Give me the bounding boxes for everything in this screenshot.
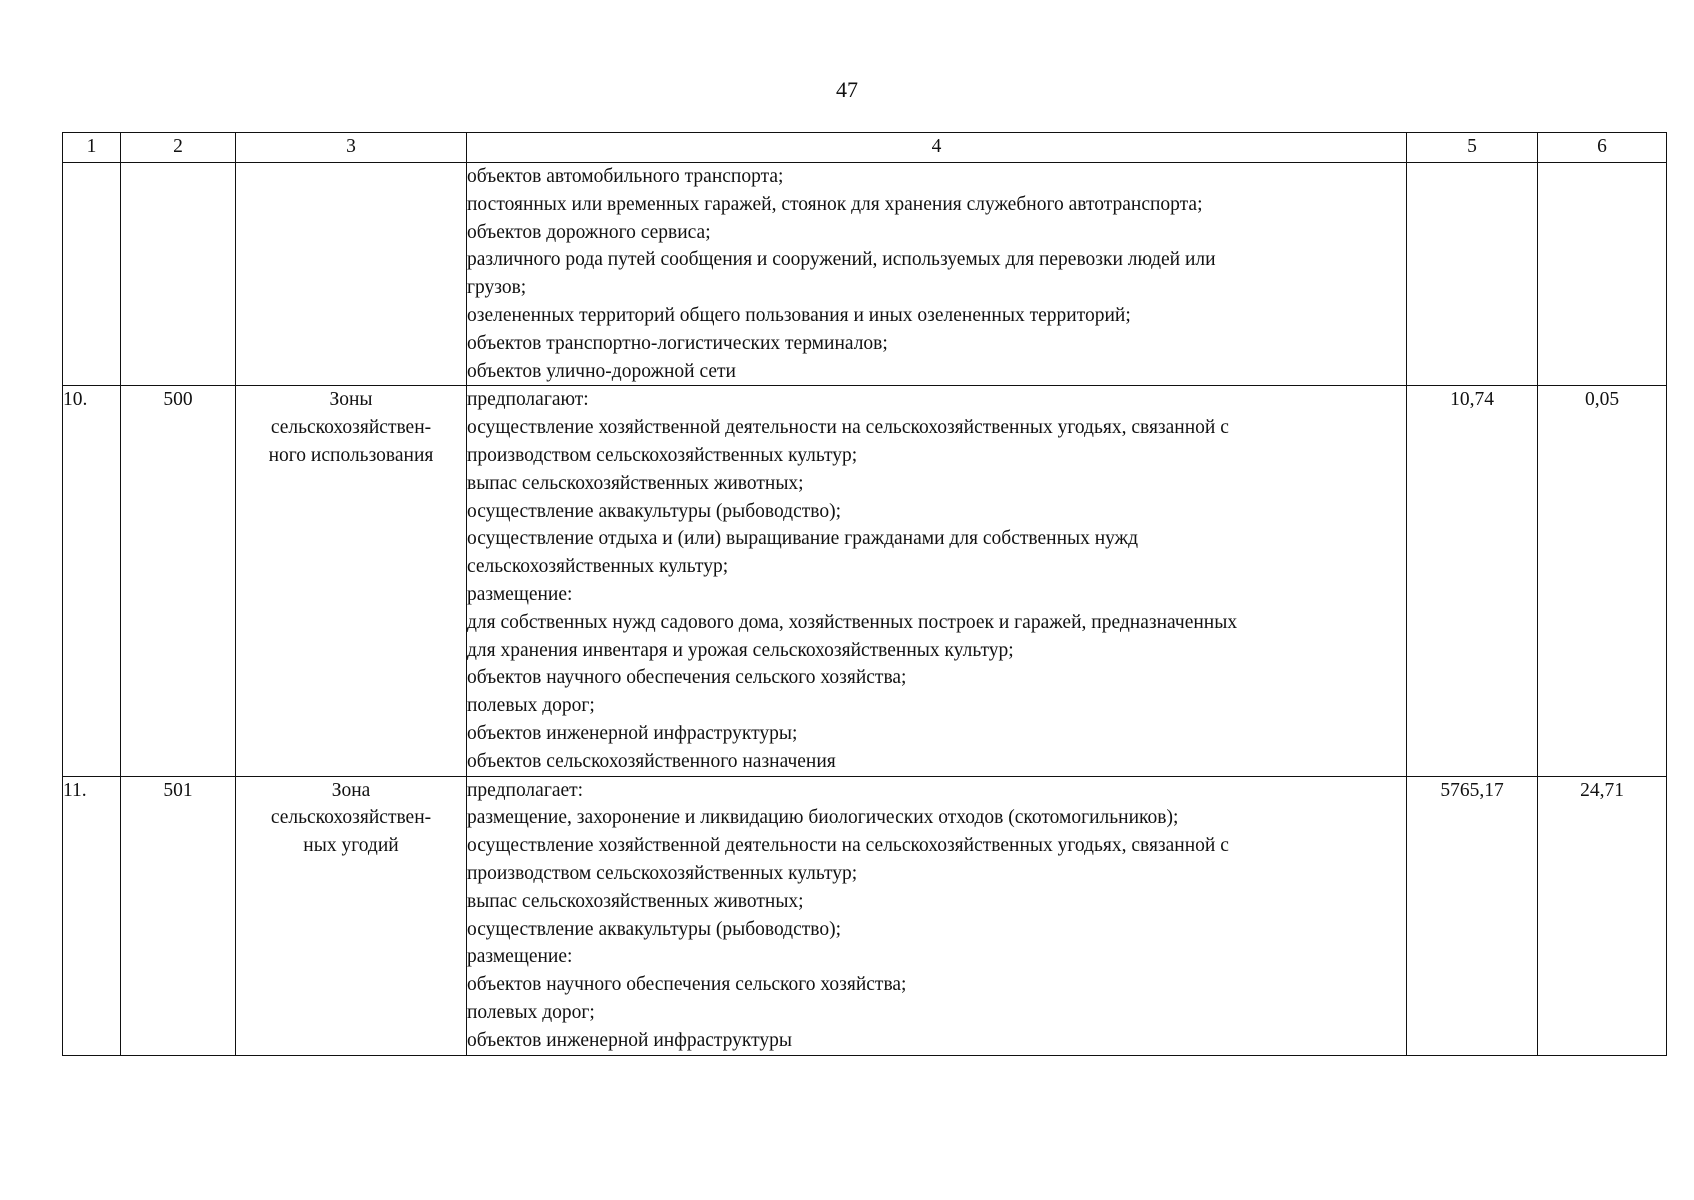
description-line: озелененных территорий общего пользования и иных озелененных территорий; [467,304,1131,326]
description-line: осуществление аквакультуры (рыбоводство); [467,918,842,940]
zone-name-line: сельскохозяйствен- [270,807,432,829]
column-header: 3 [236,133,467,163]
description-line: объектов научного обеспечения сельского хозяйства; [467,667,907,689]
area-value-cell: 5765,17 [1407,776,1538,1055]
header-row [63,133,1667,163]
description-line: осуществление аквакультуры (рыбоводство); [467,500,842,522]
table-row [63,776,1667,1055]
zone-code-cell [121,163,236,386]
percent-value-cell: 24,71 [1538,776,1667,1055]
zone-name-line: Зоны [329,389,373,411]
description-line: объектов инженерной инфраструктуры; [467,722,798,744]
row-number-cell: 10. [63,386,121,776]
description-line: осуществление хозяйственной деятельности на сельскохозяйственных угодьях, связанной с [467,835,1229,857]
zone-code-cell: 500 [121,386,236,776]
description-line: осуществление отдыха и (или) выращивание гражданами для собственных нужд [467,528,1139,550]
row-number-cell [63,163,121,386]
description-line: размещение, захоронение и ликвидацию биологических отходов (скотомогильников); [467,807,1179,829]
description-line: объектов улично-дорожной сети [467,360,736,382]
zone-name-line: ных угодий [303,835,399,857]
column-header: 4 [467,133,1407,163]
zone-name-line: Зона [331,779,371,801]
description-line: объектов дорожного сервиса; [467,221,711,243]
description-line: полевых дорог; [467,695,595,717]
area-value-cell [1407,163,1538,386]
description-line: производством сельскохозяйственных культур; [467,862,858,884]
description-line: объектов сельскохозяйственного назначения [467,750,836,772]
row-number-cell: 11. [63,776,121,1055]
zone-name-line: сельскохозяйствен- [270,417,432,439]
table-row [63,386,1667,776]
zones-table [62,132,1667,1056]
column-header: 2 [121,133,236,163]
description-line: объектов инженерной инфраструктуры [467,1029,792,1051]
description-line: для хранения инвентаря и урожая сельскохозяйственных культур; [467,639,1014,661]
description-line: выпас сельскохозяйственных животных; [467,472,804,494]
description-cell [467,776,1407,1055]
description-line: предполагает: [467,779,584,801]
description-line: производством сельскохозяйственных культур; [467,444,858,466]
description-line: выпас сельскохозяйственных животных; [467,890,804,912]
description-line: объектов транспортно-логистических терминалов; [467,332,888,354]
description-line: размещение: [467,946,573,968]
percent-value-cell: 0,05 [1538,386,1667,776]
description-line: различного рода путей сообщения и сооружений, используемых для перевозки людей или [467,249,1216,271]
description-line: размещение: [467,583,573,605]
zone-name-cell [236,386,467,776]
zone-code-cell: 501 [121,776,236,1055]
description-line: для собственных нужд садового дома, хозяйственных построек и гаражей, предназначенных [467,611,1238,633]
zone-name-cell [236,776,467,1055]
description-cell [467,163,1407,386]
description-line: сельскохозяйственных культур; [467,556,729,578]
page-number: 47 [836,77,858,102]
column-header: 5 [1407,133,1538,163]
description-cell [467,386,1407,776]
description-line: осуществление хозяйственной деятельности на сельскохозяйственных угодьях, связанной с [467,417,1229,439]
percent-value-cell [1538,163,1667,386]
description-line: объектов автомобильного транспорта; [467,166,784,187]
column-header: 6 [1538,133,1667,163]
description-line: грузов; [467,277,527,299]
zone-name-cell [236,163,467,386]
description-line: постоянных или временных гаражей, стоянок для хранения служебного автотранспорта; [467,193,1203,215]
description-line: объектов научного обеспечения сельского хозяйства; [467,974,907,996]
area-value-cell: 10,74 [1407,386,1538,776]
table-row [63,163,1667,386]
column-header: 1 [63,133,121,163]
zone-name-line: ного использования [268,444,434,466]
description-line: полевых дорог; [467,1001,595,1023]
description-line: предполагают: [467,389,589,411]
